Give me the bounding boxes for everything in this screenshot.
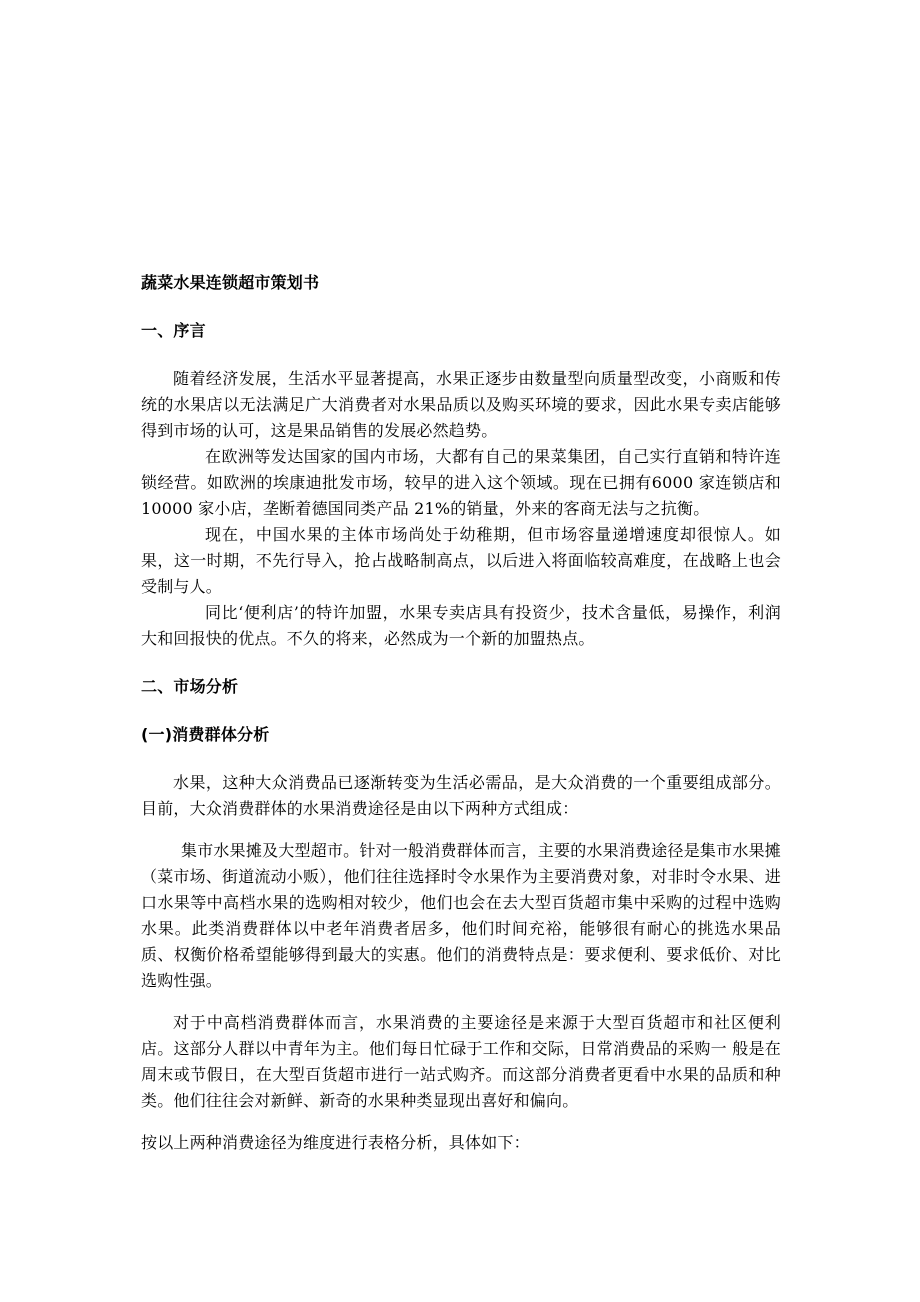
section-heading-preface: 一、序言 [141, 321, 206, 340]
paragraph: 同比‘便利店’的特许加盟，水果专卖店具有投资少，技术含量低，易操作，利润大和回报快的优点。不久的将来，必然成为一个新的加盟热点。 [141, 603, 781, 648]
document-title: 蔬菜水果连锁超市策划书 [141, 273, 320, 292]
subsection-heading-consumer-groups: (一)消费群体分析 [141, 725, 270, 744]
paragraph: 水果，这种大众消费品已逐渐转变为生活必需品，是大众消费的一个重要组成部分。目前，大众消费群体的水果消费途径是由以下两种方式组成： [141, 773, 781, 818]
paragraph: 在欧洲等发达国家的国内市场，大都有自己的果菜集团，自己实行直销和特许连锁经营。如欧洲的埃康迪批发市场，较早的进入这个领域。现在已拥有6000 家连锁店和 10000 家小店，垄断着德国同类产品 21%的销量，外来的客商无法与之抗衡。 [141, 447, 781, 518]
paragraph: 对于中高档消费群体而言，水果消费的主要途径是来源于大型百货超市和社区便利店。这部分人群以中青年为主。他们每日忙碌于工作和交际，日常消费品的采购一 般是在周末或节假日，在大型百货超市进行一站式购齐。而这部分消费者更看中水果的品质和种类。他们往往会对新鲜、新奇的水果种类显现出喜好和偏向。 [141, 1013, 781, 1110]
document-body [141, 270, 781, 1156]
paragraph: 集市水果摊及大型超市。针对一般消费群体而言，主要的水果消费途径是集市水果摊（菜市场、街道流动小贩），他们往往选择时令水果作为主要消费对象，对非时令水果、进口水果等中高档水果的选购相对较少，他们也会在去大型百货超市集中采购的过程中选购水果。此类消费群体以中老年消费者居多，他们时间充裕，能够很有耐心的挑选水果品质、权衡价格希望能够得到最大的实惠。他们的消费特点是：要求便利、要求低价、对比选购性强。 [141, 841, 782, 990]
paragraph: 现在，中国水果的主体市场尚处于幼稚期，但市场容量递增速度却很惊人。如果，这一时期，不先行导入，抢占战略制高点，以后进入将面临较高难度，在战略上也会受制与人。 [141, 525, 781, 596]
section-heading-market-analysis: 二、市场分析 [141, 677, 239, 696]
paragraph: 随着经济发展，生活水平显著提高，水果正逐步由数量型向质量型改变，小商贩和传统的水果店以无法满足广大消费者对水果品质以及购买环境的要求，因此水果专卖店能够得到市场的认可，这是果品销售的发展必然趋势。 [141, 369, 781, 440]
paragraph: 按以上两种消费途径为维度进行表格分析，具体如下： [141, 1133, 530, 1152]
